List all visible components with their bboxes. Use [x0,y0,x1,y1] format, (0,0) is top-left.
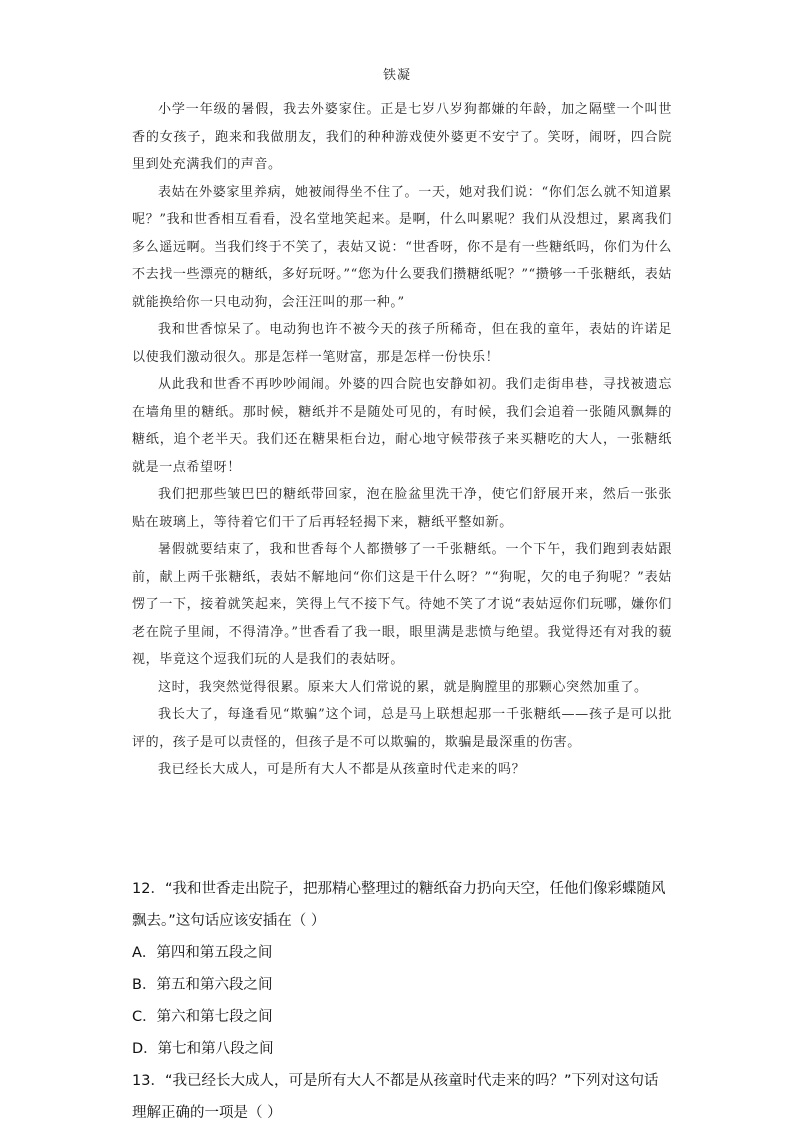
question-12-options [132,937,672,1065]
paragraph-5: 我们把那些皱巴巴的糖纸带回家，泡在脸盆里洗干净，使它们舒展开来，然后一张张贴在玻璃上，等待着它们干了后再轻轻揭下来，糖纸平整如新。 [132,487,672,530]
option-c: C．第六和第七段之间 [132,1009,273,1025]
paragraph-8: 我长大了，每逢看见“欺骗”这个词，总是马上联想起那一千张糖纸——孩子是可以批评的，孩子是可以责怪的，但孩子是不可以欺骗的，欺骗是最深重的伤害。 [132,707,672,750]
questions-section [132,873,672,1129]
article-author-title: 铁凝 [382,68,411,83]
option-a: A．第四和第五段之间 [132,945,273,961]
option-b: B．第五和第六段之间 [132,977,273,993]
paragraph-6: 暑假就要结束了，我和世香每个人都攒够了一千张糖纸。一个下午，我们跑到表姑跟前，献上两千张糖纸，表姑不解地问“你们这是干什么呀？”“狗呢，欠的电子狗呢？”表姑愣了一下，接着就笑起来，笑得上气不接下气。待她不笑了才说“表姑逗你们玩哪，嫌你们老在院子里闹，不得清净。”世香看了我一眼，眼里满是悲愤与绝望。我觉得还有对我的藐视，毕竟这个逗我们玩的人是我们的表姑呀。 [132,542,672,667]
option-d: D．第七和第八段之间 [132,1041,274,1057]
article-body [132,96,672,784]
paragraph-3: 我和世香惊呆了。电动狗也许不被今天的孩子所稀奇，但在我的童年，表姑的许诺足以使我们激动很久。那是怎样一笔财富，那是怎样一份快乐！ [132,322,672,365]
paragraph-1: 小学一年级的暑假，我去外婆家住。正是七岁八岁狗都嫌的年龄，加之隔壁一个叫世香的女孩子，跑来和我做朋友，我们的种种游戏使外婆更不安宁了。笑呀，闹呀，四合院里到处充满我们的声音。 [132,102,672,172]
paragraph-7: 这时，我突然觉得很累。原来大人们常说的累，就是胸膛里的那颗心突然加重了。 [158,679,648,695]
paragraph-4: 从此我和世香不再吵吵闹闹。外婆的四合院也安静如初。我们走街串巷，寻找被遗忘在墙角里的糖纸。那时候，糖纸并不是随处可见的，有时候，我们会追着一张随风飘舞的糖纸，追个老半天。我们还在糖果柜台边，耐心地守候带孩子来买糖吃的大人，一张糖纸就是一点希望呀！ [132,377,672,475]
question-13: 13．“我已经长大成人，可是所有大人不都是从孩童时代走来的吗？”下列对这句话理解正确的一项是（ ） [132,1073,659,1121]
paragraph-9: 我已经长大成人，可是所有大人不都是从孩童时代走来的吗？ [158,762,526,777]
paragraph-2: 表姑在外婆家里养病，她被闹得坐不住了。一天，她对我们说：“你们怎么就不知道累呢？”我和世香相互看看，没名堂地笑起来。是啊，什么叫累呢？我们从没想过，累离我们多么遥远啊。当我们终于不笑了，表姑又说：“世香呀，你不是有一些糖纸吗，你们为什么不去找一些漂亮的糖纸，多好玩呀。”“您为什么要我们攒糖纸呢？”“攒够一千张糖纸，表姑就能换给你一只电动狗，会汪汪叫的那一种。” [132,184,672,310]
question-12: 12．“我和世香走出院子，把那精心整理过的糖纸奋力扔向天空，任他们像彩蝶随风飘去。”这句话应该安插在（ ） [132,881,666,929]
